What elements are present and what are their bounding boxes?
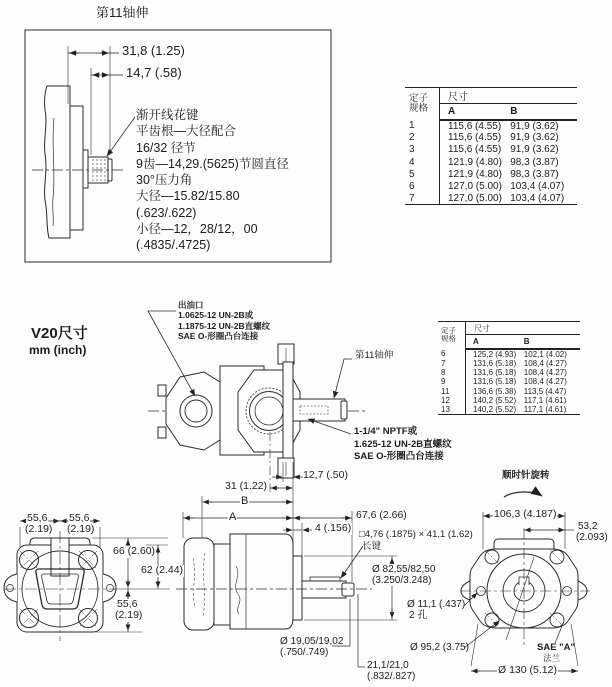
table-row: 7 127,0 (5.00) 103,4 (4.07) — [405, 193, 577, 205]
dim-55-6-left-in: (2.19) — [25, 523, 53, 535]
section-title: V20尺寸 — [31, 325, 88, 342]
bolt-circle-leader — [464, 621, 499, 648]
sae-flange-label: SAE "A" — [537, 642, 576, 653]
pump-side-view — [176, 534, 372, 630]
dim-55-6-bottom-mm: 55,6 — [117, 598, 138, 610]
col-a-header: A — [466, 335, 523, 349]
spline-note-line: 16/32 径节 — [136, 140, 196, 155]
spec-header-line2: 规格 — [441, 334, 456, 344]
table-row: 7 131,6 (5.18) 108,4 (4.27) — [438, 359, 580, 368]
spec-header-line1: 定子 — [409, 92, 429, 104]
dim-11-1-qty: 2 孔 — [409, 610, 428, 621]
spline-note-line: (.4835/.4725) — [136, 238, 211, 253]
inlet-note-line: SAE O-形圈凸台连接 — [354, 451, 444, 463]
dim-62: 62 (2.44) — [141, 564, 184, 576]
dim-106-3: 106,3 (4.187) — [494, 508, 557, 520]
table-row: 5 121,9 (4.80) 98,3 (3.87) — [405, 168, 577, 180]
spec-header-cell — [405, 88, 440, 120]
dim-4: 4 (.156) — [315, 522, 352, 534]
spec-header-line2: 规格 — [409, 102, 429, 114]
dim-11-1: Ø 11,1 (.437) — [407, 599, 466, 610]
table-row: 2 115,6 (4.55) 91,9 (3.62) — [405, 132, 577, 144]
key-label: 长键 — [362, 541, 382, 552]
spline-note-line: (.623/.622) — [136, 205, 197, 220]
dim-pilot-dia-in: (3.250/3.248) — [372, 575, 432, 586]
spline-note-line: 30°压力角 — [136, 173, 193, 188]
clockwise-rotation-arrow-icon — [504, 492, 542, 497]
inlet-note-line: 1.625-12 UN-2B直螺纹 — [354, 438, 452, 450]
size-header-cell: 尺寸 — [466, 322, 581, 335]
dim-14-7: 14,7 (.58) — [126, 65, 182, 80]
dim-53-2-in: (2.093) — [576, 532, 608, 543]
pump-shaft — [293, 399, 347, 421]
units-label: mm (inch) — [29, 343, 87, 357]
dim-53-2-mm: 53,2 — [578, 521, 598, 532]
table-row: 11 136,6 (5.38) 113,5 (4.47) — [438, 387, 580, 396]
dim-66: 66 (2.60) — [113, 545, 156, 557]
table-row: 6 127,0 (5.00) 103,4 (4.07) — [405, 180, 577, 192]
dim-key-height-in: (.832/.827) — [367, 671, 416, 682]
dim-shaft-dia-mm: Ø 19,05/19,02 — [280, 636, 344, 647]
table-row: 13 140,2 (5.52) 117,1 (4.61) — [438, 405, 580, 415]
spline-note-line: 9齿—14,29.(5625)节圆直径 — [136, 156, 289, 171]
spline-note-line: 大径—15.82/15.80 — [136, 189, 240, 204]
dim-55-6-left-mm: 55,6 — [27, 512, 48, 524]
spec-header-cell — [438, 322, 466, 349]
outlet-note-line: SAE O-形圈凸台连接 — [178, 331, 259, 342]
rotation-label: 顺时针旋转 — [502, 470, 550, 481]
dim-31: 31 (1.22) — [225, 480, 268, 492]
pump-front-view — [4, 521, 170, 641]
col-b-header: B — [508, 104, 577, 120]
table-row: 4 121,9 (4.80) 98,3 (3.87) — [405, 156, 577, 168]
dim-pilot-dia-mm: Ø 82,55/82,50 — [372, 564, 436, 575]
outlet-note-line: 1.0625-12 UN-2B或 — [178, 310, 254, 321]
shaft-callout-leader — [334, 359, 352, 398]
key-dim: □4,76 (.1875) × 41,1 (1.62) — [359, 529, 473, 540]
spline-note-line: 小径—12，28/12，00 — [136, 222, 258, 237]
shaft-callout: 第11轴伸 — [355, 350, 394, 361]
table-header-row — [438, 322, 580, 335]
spline-note-line: 平齿根—大径配合 — [136, 124, 237, 139]
sae-flange-label-cn: 法兰 — [543, 653, 561, 663]
spec-header-line1: 定子 — [441, 326, 456, 336]
dim-12-7: 12,7 (.50) — [303, 469, 348, 481]
table-row: 9 131,6 (5.18) 108,4 (4.27) — [438, 377, 580, 386]
dim-31-8: 31,8 (1.25) — [122, 43, 185, 58]
table-row: 12 140,2 (5.52) 117,1 (4.61) — [438, 396, 580, 405]
dim-95-2: Ø 95,2 (3.75) — [410, 642, 469, 653]
col-b-header: B — [523, 335, 580, 349]
outlet-note-line: 出油口 — [178, 300, 204, 310]
table-row: 8 131,6 (5.18) 108,4 (4.27) — [438, 368, 580, 377]
spline-note-line: 渐开线花键 — [136, 108, 199, 122]
table-stator-specs-top — [405, 87, 577, 205]
outlet-note-line: 1.1875-12 UN-2B直螺纹 — [178, 320, 271, 331]
table-row: 6 125,2 (4.93) 102,1 (4.02) — [438, 349, 580, 359]
dim-130: Ø 130 (5.12) — [498, 664, 557, 676]
table-stator-specs-mid — [438, 321, 580, 415]
dim-b-ref: B — [241, 495, 249, 507]
inlet-port-note — [354, 426, 452, 464]
fig1-title: 第11轴伸 — [96, 5, 149, 20]
table-row: 1 115,6 (4.55) 91,9 (3.62) — [405, 120, 577, 132]
outlet-port-note — [178, 300, 270, 342]
table-row: 3 115,6 (4.55) 91,9 (3.62) — [405, 144, 577, 156]
table-header-row — [405, 88, 577, 104]
dim-55-6-right-in: (2.19) — [67, 523, 95, 535]
inlet-note-line: 1-1/4" NPTF或 — [354, 426, 418, 437]
col-a-header: A — [440, 104, 509, 120]
dim-55-6-bottom-in: (2.19) — [115, 609, 143, 621]
dim-a-ref: A — [229, 511, 237, 523]
dim-55-6-right-mm: 55,6 — [69, 512, 90, 524]
dim-key-height-mm: 21,1/21,0 — [367, 660, 409, 671]
dim-67-6: 67,6 (2.66) — [356, 509, 407, 521]
dim-shaft-dia-in: (.750/.749) — [280, 647, 329, 658]
spline-notes — [136, 107, 289, 254]
size-header-cell: 尺寸 — [440, 88, 578, 104]
